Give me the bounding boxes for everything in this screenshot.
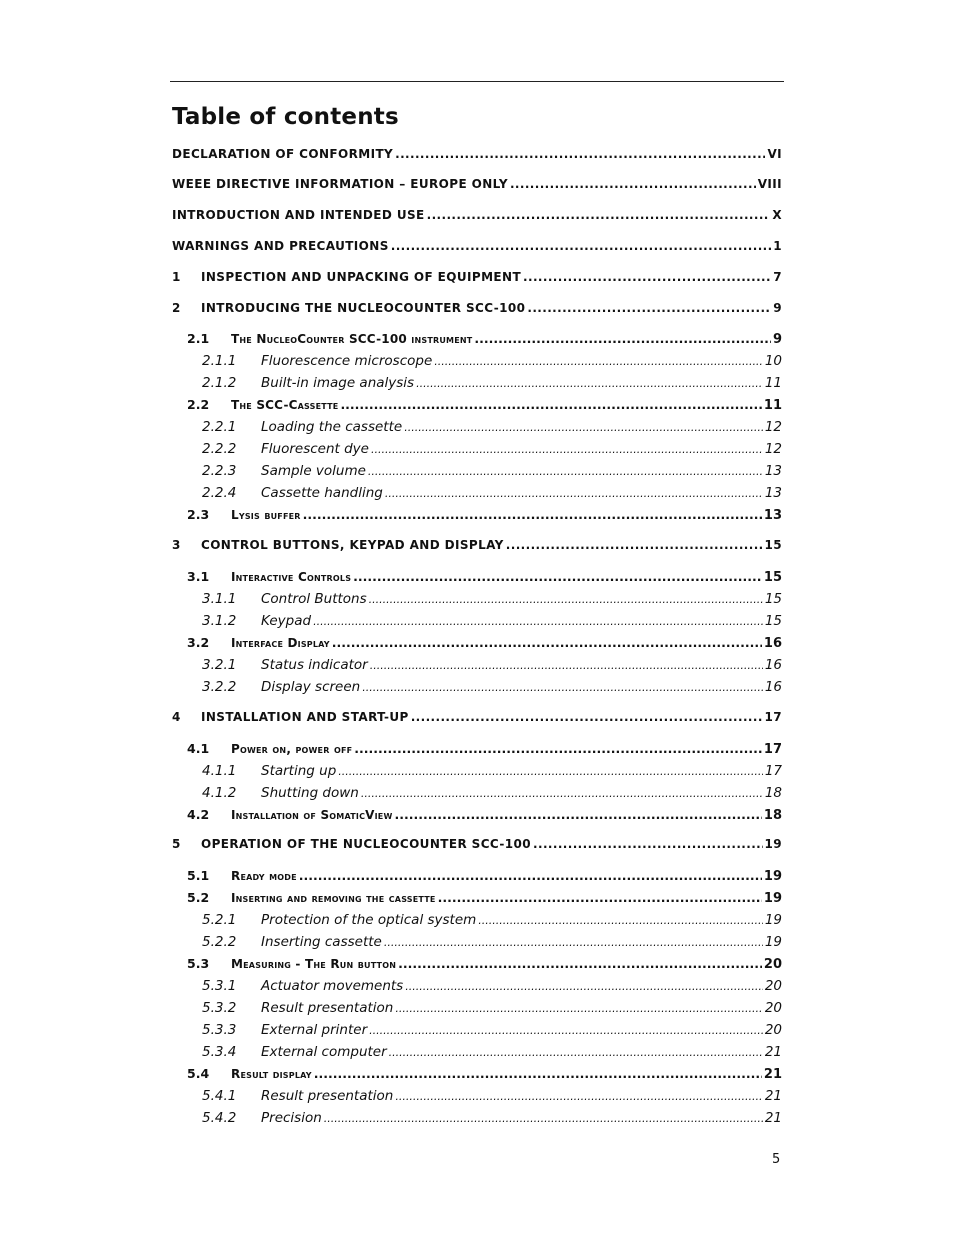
- toc-entry-page: 20: [764, 1022, 782, 1038]
- toc-entry[interactable]: [172, 1088, 782, 1108]
- toc-entry-page: 12: [764, 419, 782, 435]
- toc-entry-label: Result presentation: [261, 1000, 394, 1016]
- toc-entry[interactable]: [172, 538, 782, 558]
- toc-entry-label: Shutting down: [261, 785, 359, 801]
- toc-entry-number: 3.2: [187, 635, 210, 650]
- toc-entry[interactable]: [172, 419, 782, 439]
- toc-entry[interactable]: [172, 1000, 782, 1020]
- toc-entry[interactable]: [172, 463, 782, 483]
- toc-entry-page: 21: [763, 1067, 782, 1082]
- toc-leader-dots: [385, 487, 763, 500]
- toc-entry-page: 17: [763, 742, 782, 757]
- toc-entry-number: 5.3: [187, 956, 210, 971]
- toc-entry-label: External computer: [261, 1044, 387, 1060]
- toc-leader-dots: [370, 659, 763, 672]
- toc-entry-label: INSPECTION AND UNPACKING OF EQUIPMENT: [201, 270, 522, 284]
- toc-entry-page: 10: [764, 353, 782, 369]
- toc-entry[interactable]: [172, 741, 782, 761]
- toc-entry-label: Interface Display: [231, 636, 330, 650]
- toc-entry-number: 5.2.1: [202, 912, 237, 928]
- toc-entry[interactable]: [172, 591, 782, 611]
- toc-entry-number: 3: [172, 538, 181, 552]
- toc-entry-page: 15: [764, 591, 782, 607]
- toc-entry-label: Precision: [261, 1110, 322, 1126]
- toc-entry-label: WARNINGS AND PRECAUTIONS: [172, 239, 389, 253]
- toc-entry-label: Lysis buffer: [231, 508, 301, 522]
- toc-entry-page: 9: [773, 301, 782, 315]
- toc-entry-page: 18: [763, 808, 782, 823]
- toc-leader-dots: [353, 569, 762, 584]
- toc-entry-number: 5.4.1: [202, 1088, 237, 1104]
- toc-leader-dots: [354, 741, 762, 756]
- toc-entry-label: Inserting and removing the cassette: [231, 891, 436, 905]
- toc-leader-dots: [368, 465, 763, 478]
- toc-entry-number: 3.1.1: [202, 591, 237, 607]
- toc-entry[interactable]: [172, 890, 782, 910]
- toc-entry-label: Interactive Controls: [231, 570, 352, 584]
- toc-entry[interactable]: [172, 613, 782, 633]
- toc-entry-label: Result presentation: [261, 1088, 394, 1104]
- toc-entry[interactable]: [172, 239, 782, 259]
- toc-leader-dots: [527, 301, 771, 315]
- toc-entry[interactable]: [172, 934, 782, 954]
- toc-entry-number: 4.1.2: [202, 785, 237, 801]
- toc-entry-page: 16: [763, 636, 782, 651]
- toc-entry-label: Built-in image analysis: [261, 375, 415, 391]
- toc-entry-page: 21: [764, 1110, 782, 1126]
- toc-leader-dots: [313, 615, 763, 628]
- toc-entry-label: Keypad: [261, 613, 312, 629]
- toc-entry-number: 5.3.1: [202, 978, 237, 994]
- toc-entry-number: 5.3.2: [202, 1000, 237, 1016]
- toc-entry-label: Actuator movements: [261, 978, 404, 994]
- toc-leader-dots: [371, 443, 763, 456]
- toc-entry-label: Loading the cassette: [261, 419, 403, 435]
- toc-entry-number: 2.1.2: [202, 375, 237, 391]
- toc-entry-number: 2.2.3: [202, 463, 237, 479]
- toc-entry[interactable]: [172, 912, 782, 932]
- toc-entry-page: 15: [764, 538, 782, 552]
- toc-entry-number: 2.2.4: [202, 485, 237, 501]
- toc-entry-label: OPERATION OF THE NUCLEOCOUNTER SCC-100: [201, 837, 532, 851]
- toc-entry-page: 15: [764, 613, 782, 629]
- toc-entry-number: 4: [172, 710, 181, 724]
- toc-leader-dots: [416, 377, 763, 390]
- toc-entry-page: 20: [764, 978, 782, 994]
- toc-leader-dots: [434, 355, 763, 368]
- toc-entry-page: 12: [764, 441, 782, 457]
- toc-entry-number: 2.1.1: [202, 353, 237, 369]
- toc-entry-page: 19: [764, 912, 782, 928]
- toc-entry[interactable]: [172, 177, 782, 197]
- toc-entry-number: 5.3.4: [202, 1044, 237, 1060]
- toc-entry[interactable]: [172, 785, 782, 805]
- toc-entry[interactable]: [172, 837, 782, 857]
- toc-entry-number: 5.2: [187, 890, 210, 905]
- toc-leader-dots: [361, 787, 763, 800]
- toc-entry[interactable]: [172, 1022, 782, 1042]
- toc-leader-dots: [474, 331, 771, 346]
- toc-entry-number: 2: [172, 301, 181, 315]
- toc-entry-label: INSTALLATION AND START-UP: [201, 710, 409, 724]
- toc-entry-page: 20: [764, 1000, 782, 1016]
- toc-entry[interactable]: [172, 441, 782, 461]
- toc-leader-dots: [405, 980, 763, 993]
- toc-entry-label: INTRODUCTION AND INTENDED USE: [172, 208, 425, 222]
- toc-entry-page: 20: [763, 957, 782, 972]
- toc-entry-page: 19: [763, 869, 782, 884]
- toc-entry-label: Display screen: [261, 679, 361, 695]
- toc-entry-number: 2.2.1: [202, 419, 237, 435]
- toc-entry-number: 5: [172, 837, 181, 851]
- toc-entry[interactable]: [172, 507, 782, 527]
- toc-entry-page: 19: [764, 934, 782, 950]
- toc-leader-dots: [362, 681, 763, 694]
- toc-leader-dots: [395, 1002, 762, 1015]
- toc-leader-dots: [427, 208, 771, 222]
- toc-entry-page: 19: [763, 891, 782, 906]
- toc-entry-number: 3.1.2: [202, 613, 237, 629]
- toc-entry[interactable]: [172, 147, 782, 167]
- toc-entry[interactable]: [172, 1110, 782, 1130]
- toc-entry[interactable]: [172, 208, 782, 228]
- toc-entry[interactable]: [172, 1066, 782, 1086]
- toc-entry-page: 17: [764, 763, 782, 779]
- toc-entry-page: VI: [767, 147, 782, 161]
- toc-entry[interactable]: [172, 301, 782, 321]
- toc-entry[interactable]: [172, 978, 782, 998]
- toc-leader-dots: [314, 1066, 762, 1081]
- toc-entry-page: 13: [763, 508, 782, 523]
- toc-leader-dots: [389, 1046, 763, 1059]
- toc-entry-label: Installation of SomaticView: [231, 808, 393, 822]
- toc-entry-label: Status indicator: [261, 657, 368, 673]
- toc-entry-label: Measuring - The Run button: [231, 957, 397, 971]
- toc-entry-page: 17: [764, 710, 782, 724]
- toc-entry[interactable]: [172, 331, 782, 351]
- toc-entry[interactable]: [172, 763, 782, 783]
- toc-entry-page: 18: [764, 785, 782, 801]
- toc-entry-label: The SCC-Cassette: [231, 398, 339, 412]
- toc-entry-label: Starting up: [261, 763, 337, 779]
- toc-leader-dots: [324, 1112, 763, 1125]
- toc-entry-page: 21: [764, 1088, 782, 1104]
- toc-leader-dots: [395, 1090, 762, 1103]
- toc-leader-dots: [411, 710, 763, 724]
- toc-entry[interactable]: [172, 868, 782, 888]
- toc-leader-dots: [303, 507, 762, 522]
- toc-leader-dots: [398, 956, 762, 971]
- toc-entry-label: External printer: [261, 1022, 368, 1038]
- toc-entry-number: 5.2.2: [202, 934, 237, 950]
- toc-entry-label: Power on, power off: [231, 742, 353, 756]
- toc-entry-label: Control Buttons: [261, 591, 367, 607]
- toc-entry-page: 16: [764, 679, 782, 695]
- toc-leader-dots: [478, 914, 763, 927]
- toc-leader-dots: [395, 147, 765, 161]
- toc-leader-dots: [395, 807, 762, 822]
- toc-entry-label: The NucleoCounter SCC-100 instrument: [231, 332, 473, 346]
- toc-entry-page: 7: [773, 270, 782, 284]
- toc-entry-page: 16: [764, 657, 782, 673]
- toc-leader-dots: [510, 177, 756, 191]
- toc-entry-label: Inserting cassette: [261, 934, 382, 950]
- toc-leader-dots: [369, 1024, 763, 1037]
- toc-entry-number: 2.2: [187, 397, 210, 412]
- toc-entry-number: 1: [172, 270, 181, 284]
- toc-leader-dots: [340, 397, 761, 412]
- toc-entry[interactable]: [172, 569, 782, 589]
- toc-entry[interactable]: [172, 635, 782, 655]
- toc-entry-page: X: [772, 208, 782, 222]
- toc-entry-label: Protection of the optical system: [261, 912, 477, 928]
- toc-entry[interactable]: [172, 1044, 782, 1064]
- toc-entry-label: Cassette handling: [261, 485, 383, 501]
- toc-entry-label: WEEE DIRECTIVE INFORMATION – EUROPE ONLY: [172, 177, 508, 191]
- toc-entry-label: CONTROL BUTTONS, KEYPAD AND DISPLAY: [201, 538, 504, 552]
- toc-entry-number: 5.4.2: [202, 1110, 237, 1126]
- toc-entry-label: Fluorescent dye: [261, 441, 369, 457]
- toc-entry-number: 5.1: [187, 868, 210, 883]
- toc-leader-dots: [332, 635, 762, 650]
- toc-entry-label: Fluorescence microscope: [261, 353, 433, 369]
- toc-entry-number: 3.1: [187, 569, 210, 584]
- toc-leader-dots: [338, 765, 763, 778]
- toc-entry-page: 11: [764, 375, 782, 391]
- toc-entry-label: DECLARATION OF CONFORMITY: [172, 147, 394, 161]
- toc-leader-dots: [299, 868, 762, 883]
- toc-entry-number: 5.4: [187, 1066, 210, 1081]
- toc-entry-number: 4.1: [187, 741, 210, 756]
- toc-entry-page: 15: [763, 570, 782, 585]
- toc-entry-number: 3.2.1: [202, 657, 237, 673]
- toc-leader-dots: [523, 270, 771, 284]
- toc-leader-dots: [533, 837, 762, 851]
- toc-entry-page: 13: [764, 463, 782, 479]
- toc-leader-dots: [384, 936, 763, 949]
- toc-entry-number: 2.2.2: [202, 441, 237, 457]
- toc-entry[interactable]: [172, 956, 782, 976]
- toc-entry[interactable]: [172, 679, 782, 699]
- toc-entry-label: Ready mode: [231, 869, 297, 883]
- toc-entry-page: 21: [764, 1044, 782, 1060]
- toc-entry-page: 13: [764, 485, 782, 501]
- toc-entry[interactable]: [172, 375, 782, 395]
- toc-entry-label: INTRODUCING THE NUCLEOCOUNTER SCC-100: [201, 301, 526, 315]
- toc-entry-page: 9: [772, 332, 782, 347]
- page-title: Table of contents: [172, 104, 399, 130]
- toc-entry-label: Sample volume: [261, 463, 366, 479]
- toc-leader-dots: [506, 538, 763, 552]
- toc-entry-label: Result display: [231, 1067, 312, 1081]
- toc-entry[interactable]: [172, 397, 782, 417]
- toc-entry-page: 19: [764, 837, 782, 851]
- toc-entry[interactable]: [172, 657, 782, 677]
- toc-entry[interactable]: [172, 353, 782, 373]
- header-rule: [170, 81, 784, 82]
- toc-entry-page: VIII: [757, 177, 782, 191]
- toc-entry-number: 4.1.1: [202, 763, 237, 779]
- toc-entry-number: 3.2.2: [202, 679, 237, 695]
- toc-entry-number: 2.3: [187, 507, 210, 522]
- toc-entry[interactable]: [172, 485, 782, 505]
- toc-entry[interactable]: [172, 710, 782, 730]
- toc-entry-page: 11: [763, 398, 782, 413]
- toc-entry[interactable]: [172, 270, 782, 290]
- toc-leader-dots: [438, 890, 762, 905]
- toc-entry-number: 5.3.3: [202, 1022, 237, 1038]
- toc-entry-number: 2.1: [187, 331, 210, 346]
- toc-entry[interactable]: [172, 807, 782, 827]
- toc-leader-dots: [369, 593, 763, 606]
- toc-leader-dots: [404, 421, 763, 434]
- toc-entry-number: 4.2: [187, 807, 210, 822]
- page-number: 5: [772, 1152, 781, 1167]
- toc-leader-dots: [391, 239, 771, 253]
- toc-entry-page: 1: [773, 239, 782, 253]
